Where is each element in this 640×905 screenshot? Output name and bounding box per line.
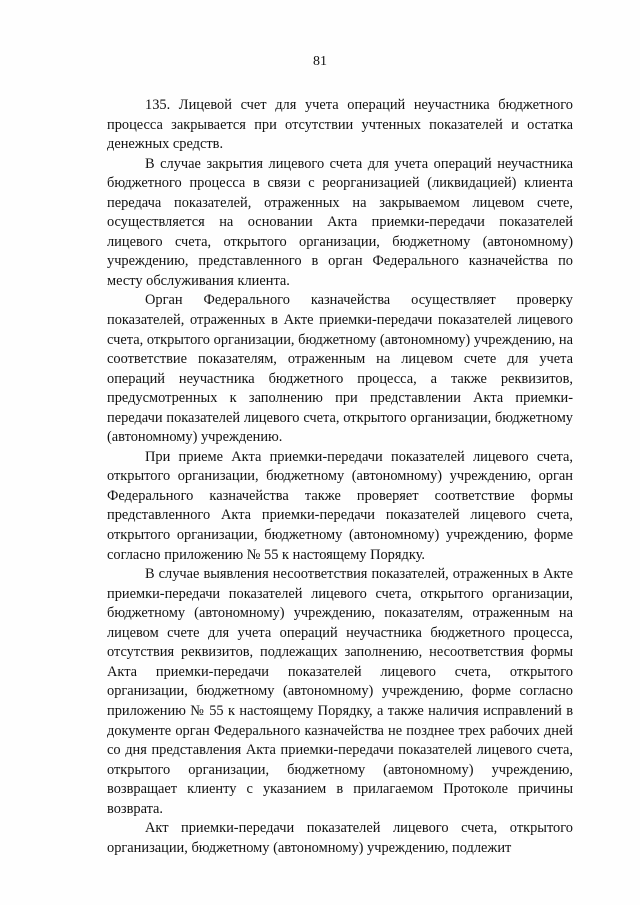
- body-text: [107, 96, 573, 858]
- paragraph-act-subject: Акт приемки-передачи показателей лицевого счета, открытого организации, бюджетному (автономному) учреждению, подлежит: [107, 820, 573, 856]
- paragraph-discrepancy-return: В случае выявления несоответствия показателей, отраженных в Акте приемки-передачи показателей лицевого счета, открытого организации, бюджетному (автономному) учреждению, показателям, отраженным на лицевом счете для учета операций неучастника бюджетного процесса, отсутствия реквизитов, подлежащих заполнению, несоответствия формы Акта приемки-передачи показателей лицевого счета, открытого организации, бюджетному (автономному) учреждению, форме согласно приложению № 55 к настоящему Порядку, а также наличия исправлений в документе орган Федерального казначейства не позднее трех рабочих дней со дня представления Акта приемки-передачи показателей лицевого счета, открытого организации, бюджетному (автономному) учреждению, возвращает клиенту с указанием в прилагаемом Протоколе причины возврата.: [107, 566, 573, 817]
- paragraph-treasury-verification: Орган Федерального казначейства осуществляет проверку показателей, отраженных в Акте приемки-передачи показателей лицевого счета, открытого организации, бюджетному (автономному) учреждению, на соответствие показателям, отраженным на лицевом счете для учета операций неучастника бюджетного процесса, а также реквизитов, предусмотренных к заполнению при представлении Акта приемки-передачи показателей лицевого счета, открытого организации, бюджетному (автономному) учреждению.: [107, 292, 573, 446]
- paragraph-item-135: 135. Лицевой счет для учета операций неучастника бюджетного процесса закрывается при отсутствии учтенных показателей и остатка денежных средств.: [107, 97, 573, 153]
- paragraph-account-closure-reorganization: В случае закрытия лицевого счета для учета операций неучастника бюджетного процесса в связи с реорганизацией (ликвидацией) клиента передача показателей, отраженных на закрываемом лицевом счете, осуществляется на основании Акта приемки-передачи показателей лицевого счета, открытого организации, бюджетному (автономному) учреждению, представленного в орган Федерального казначейства по месту обслуживания клиента.: [107, 155, 573, 289]
- paragraph-form-check: При приеме Акта приемки-передачи показателей лицевого счета, открытого организации, бюджетному (автономному) учреждению, орган Федерального казначейства также проверяет соответствие формы представленного Акта приемки-передачи показателей лицевого счета, открытого организации, бюджетному (автономному) учреждению, форме согласно приложению № 55 к настоящему Порядку.: [107, 448, 573, 563]
- page-number: 81: [313, 54, 327, 69]
